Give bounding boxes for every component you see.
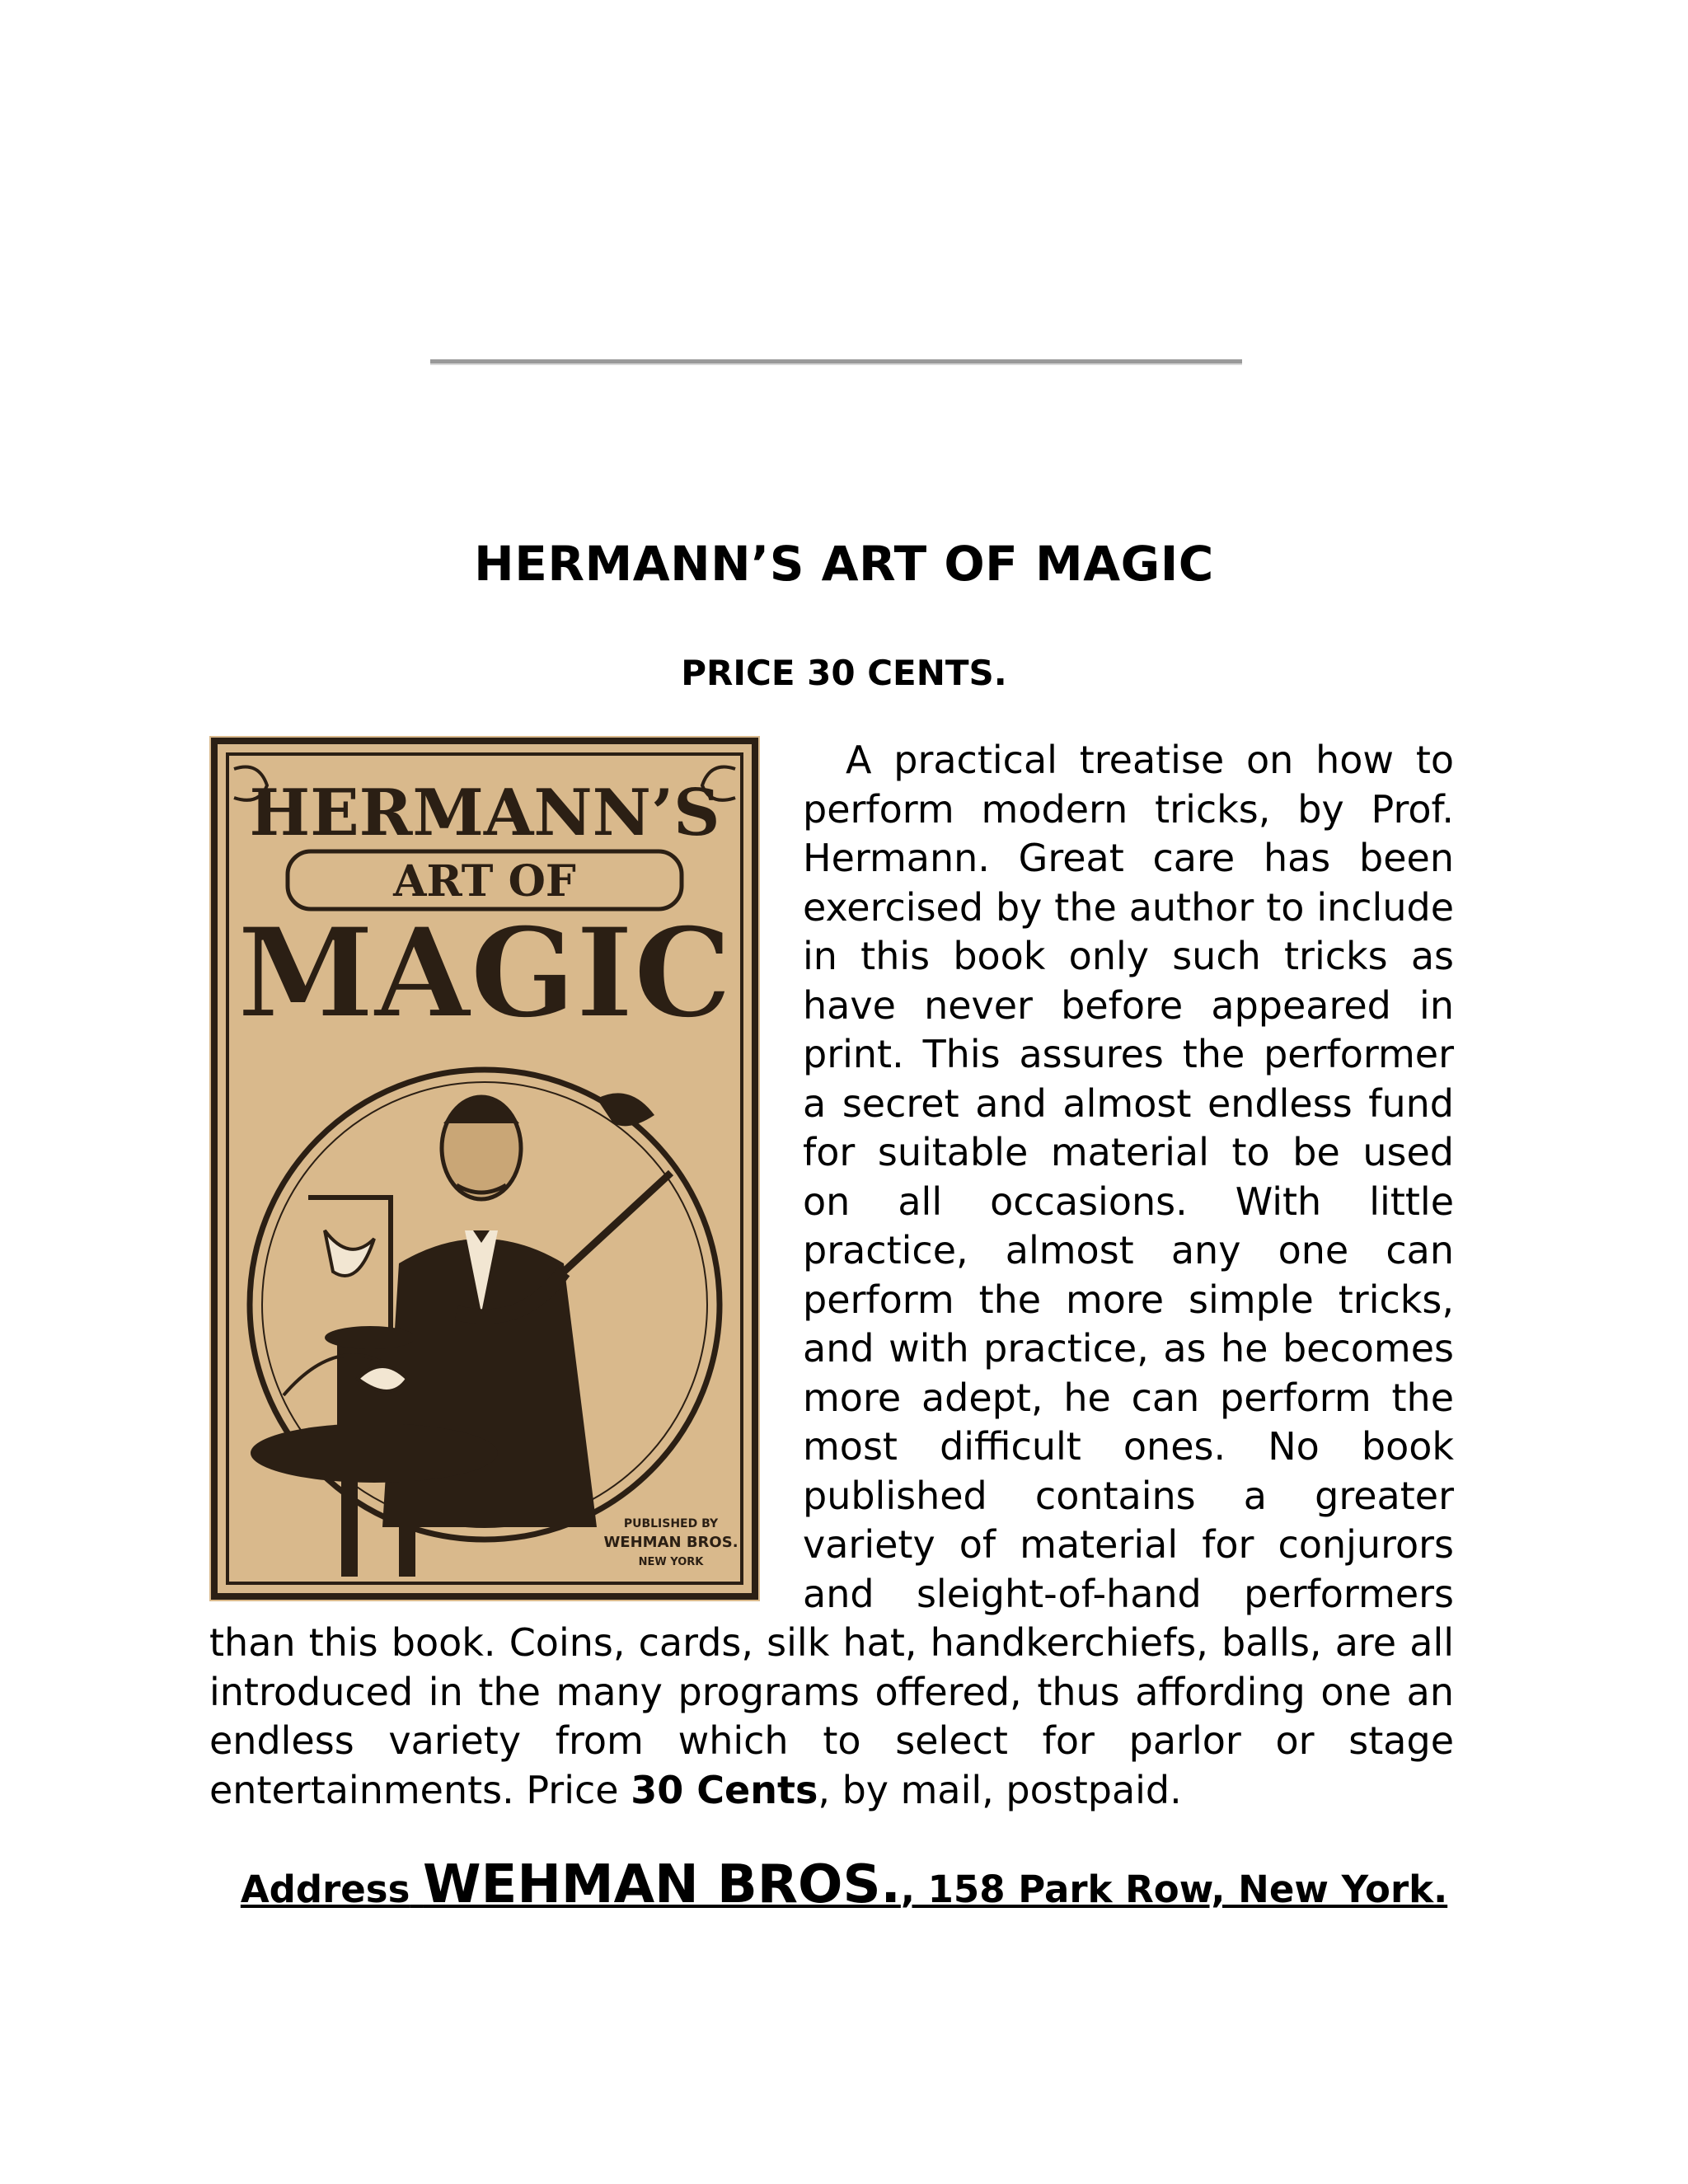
body-text-end: , by mail, postpaid. [818, 1767, 1182, 1812]
publisher-address [0, 1854, 1688, 1915]
address-firm: WEHMAN BROS. [423, 1854, 901, 1915]
body-text: A practical treatise on how to perform modern tricks, by Prof. Hermann. Great care has been exercised by the author to include in this book only such tricks as have never before appeared in print. This assures the performer a secret and almost endless fund for suitable material to be used on all occasions. With little practice, almost any one can perform the more simple tricks, and with practice, as he becomes more adept, he can perform the most difficult ones. No book published contains a greater variety of material for conjurors and sleight-of-hand performers than this book. Coins, cards, silk hat, handkerchiefs, balls, are all introduced in the many programs offered, thus affording one an endless variety from which to select for parlor or stage entertainments. Price [209, 738, 1454, 1812]
price-emphasis: 30 Cents [631, 1767, 818, 1812]
cover-publisher-line2: WEHMAN BROS. [603, 1534, 738, 1551]
cover-title-line1: HERMANN’S [249, 776, 720, 851]
address-prefix: Address [240, 1868, 410, 1911]
book-cover-illustration [209, 736, 760, 1601]
address-location: , 158 Park Row, New York. [900, 1868, 1448, 1911]
cover-title-line3: MAGIC [237, 901, 733, 1046]
price-heading: PRICE 30 CENTS. [681, 653, 1007, 693]
cover-publisher-line1: PUBLISHED BY [623, 1517, 719, 1530]
page-title: HERMANN’S ART OF MAGIC [474, 536, 1214, 592]
cover-publisher-line3: NEW YORK [638, 1556, 704, 1568]
horizontal-rule [430, 359, 1242, 365]
cover-title-line2: ART OF [393, 856, 576, 907]
advertisement-body [209, 736, 1454, 1815]
